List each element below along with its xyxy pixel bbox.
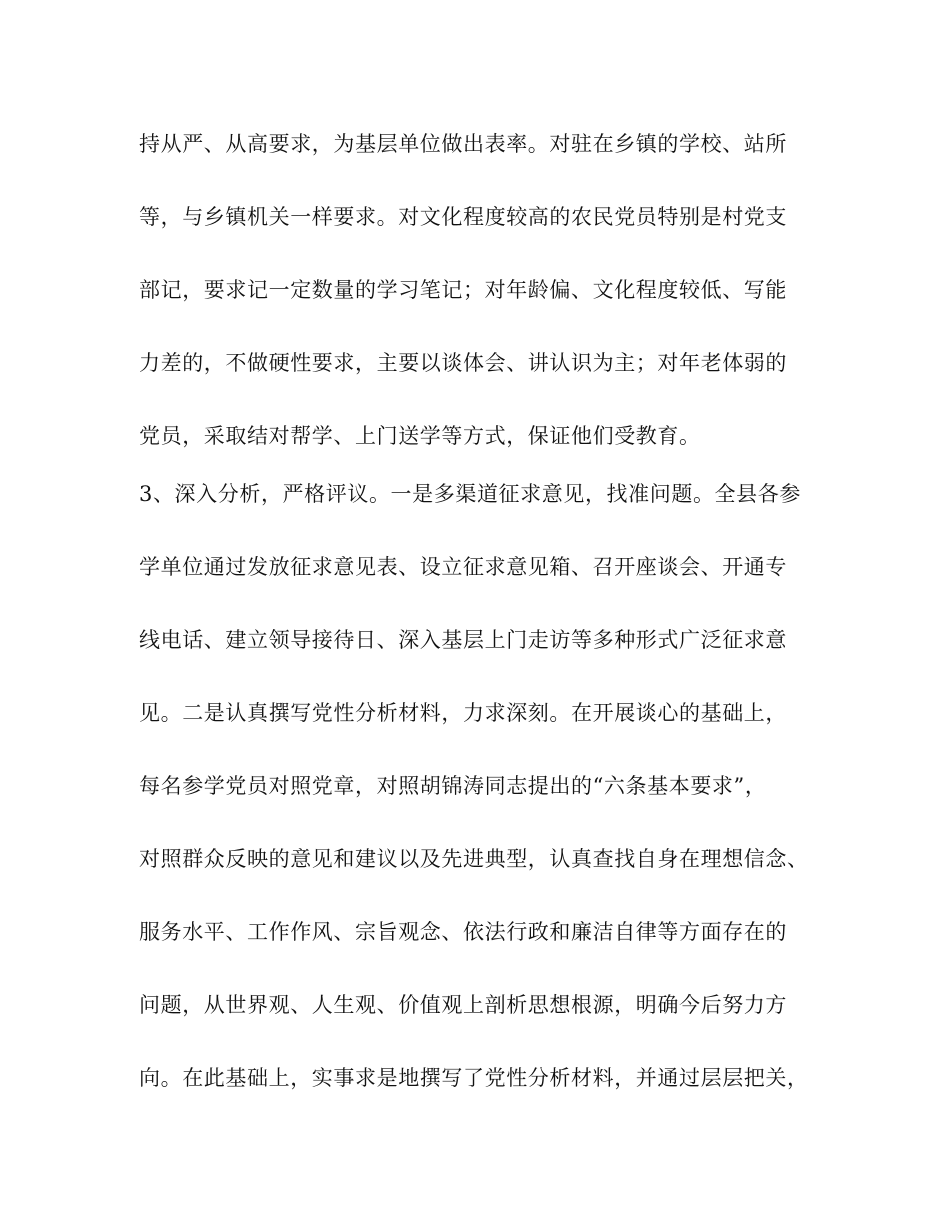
- text-line: 见。二是认真撰写党性分析材料，力求深刻。在开展谈心的基础上，: [139, 701, 787, 725]
- text-line: 等，与乡镇机关一样要求。对文化程度较高的农民党员特别是村党支: [139, 205, 787, 229]
- text-line: 学单位通过发放征求意见表、设立征求意见箱、召开座谈会、开通专: [139, 555, 787, 579]
- text-line: 持从严、从高要求，为基层单位做出表率。对驻在乡镇的学校、站所: [139, 132, 787, 156]
- text-line: 问题，从世界观、人生观、价值观上剖析思想根源，明确今后努力方: [139, 993, 787, 1017]
- text-line: 党员，采取结对帮学、上门送学等方式，保证他们受教育。: [139, 424, 701, 448]
- text-line: 对照群众反映的意见和建议以及先进典型，认真查找自身在理想信念、: [139, 847, 809, 871]
- text-line: 力差的，不做硬性要求，主要以谈体会、讲认识为主；对年老体弱的: [139, 351, 787, 375]
- text-line: 3、深入分析，严格评议。一是多渠道征求意见，找准问题。全县各参: [139, 482, 801, 506]
- text-line: 部记，要求记一定数量的学习笔记；对年龄偏、文化程度较低、写能: [139, 278, 787, 302]
- text-line: 线电话、建立领导接待日、深入基层上门走访等多种形式广泛征求意: [139, 628, 787, 652]
- text-line: 向。在此基础上，实事求是地撰写了党性分析材料，并通过层层把关，: [139, 1066, 809, 1090]
- text-line: 服务水平、工作作风、宗旨观念、依法行政和廉洁自律等方面存在的: [139, 920, 787, 944]
- text-line: 每名参学党员对照党章，对照胡锦涛同志提出的“六条基本要求”，: [139, 774, 767, 798]
